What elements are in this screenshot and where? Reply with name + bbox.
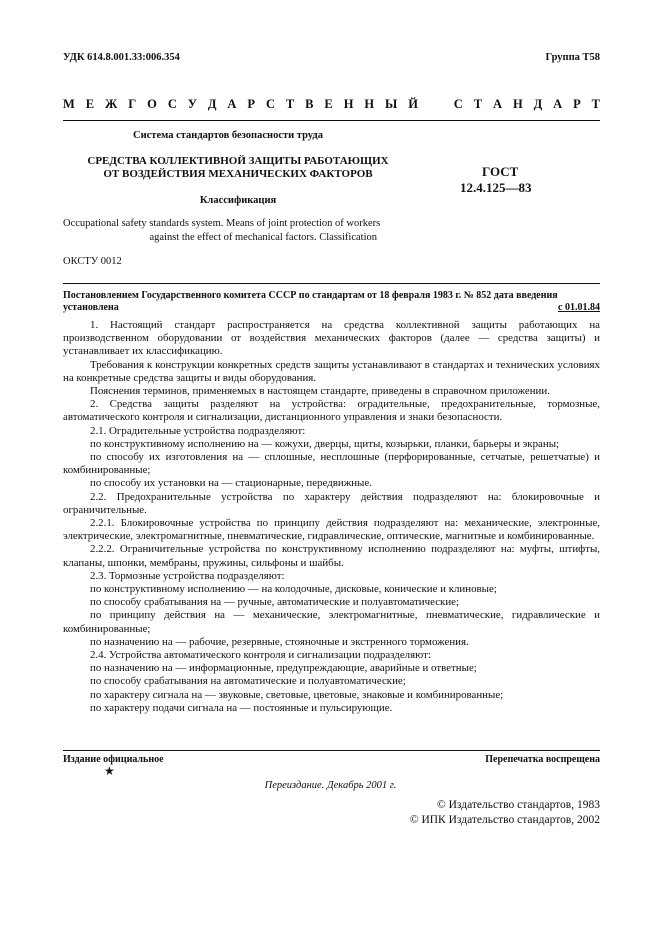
body-paragraph: 2.4. Устройства автоматического контроля и сигнализации подразделяют: — [90, 649, 431, 662]
banner-letter: Н — [364, 97, 375, 111]
footer-divider — [63, 750, 600, 751]
body-paragraph: по конструктивному исполнению — на колодочные, дисковые, конические и клиновые; — [90, 583, 497, 596]
english-title-line-2: against the effect of mechanical factors. Classification — [149, 232, 377, 243]
body-paragraph: по способу их изготовления на — сплошные, несплошные (перфорированные, сетчатые, решетчатые) и комбинированные; — [63, 451, 600, 477]
title-line-1: СРЕДСТВА КОЛЛЕКТИВНОЙ ЗАЩИТЫ РАБОТАЮЩИХ — [87, 155, 389, 167]
banner-letter: Ы — [385, 97, 398, 111]
copyright-line-2: © ИПК Издательство стандартов, 2002 — [409, 814, 600, 826]
body-paragraph: 2.2.1. Блокировочные устройства по принципу действия подразделяют на: механические, электронные, электрические, электромагнитные, пневматические, гидравлические, оптические, магнитные и комбинированные. — [63, 517, 600, 543]
body-paragraph: по характеру сигнала на — звуковые, световые, цветовые, знаковые и комбинированные; — [90, 688, 504, 701]
banner-letter: С — [265, 97, 275, 111]
body-paragraph: по характеру подачи сигнала на — постоянные и пульсирующие. — [90, 701, 393, 714]
gost-number: 12.4.125—83 — [460, 180, 532, 195]
star-icon: ★ — [104, 764, 115, 778]
standards-system-title: Система стандартов безопасности труда — [133, 130, 323, 141]
banner-letter: А — [227, 97, 237, 111]
copyright-line-1: © Издательство стандартов, 1983 — [436, 799, 600, 811]
document-title — [63, 155, 413, 181]
banner-letter: М — [63, 97, 75, 111]
mid-divider — [63, 283, 600, 284]
banner-letter: В — [305, 97, 314, 111]
group-code: Группа Т58 — [545, 52, 600, 63]
top-divider — [63, 120, 600, 121]
banner-letter: О — [147, 97, 157, 111]
body-paragraph: 2.2.2. Ограничительные устройства по конструктивному исполнению подразделяют на: муфты, штифты, клапаны, шпонки, мембраны, пружины, сильфоны и шайбы. — [63, 543, 600, 569]
title-line-2: ОТ ВОЗДЕЙСТВИЯ МЕХАНИЧЕСКИХ ФАКТОРОВ — [103, 168, 373, 180]
introduction-date: с 01.01.84 — [558, 302, 600, 313]
banner-letter: У — [187, 97, 197, 111]
banner-word-gap — [429, 97, 443, 112]
decree-line-1: Постановлением Государственного комитета СССР по стандартам от 18 февраля 1983 г. № 852 дата введения — [63, 290, 558, 301]
body-paragraph: по конструктивному исполнению на — кожухи, дверцы, щиты, козырьки, планки, барьеры и экраны; — [90, 437, 560, 450]
document-body — [63, 319, 600, 715]
banner-letter: Ж — [105, 97, 118, 111]
banner-letter: Г — [128, 97, 137, 111]
banner-letter: Р — [573, 97, 581, 111]
body-paragraph: по способу срабатывания на автоматические и полуавтоматические; — [90, 675, 406, 688]
banner-letter: Д — [533, 97, 543, 111]
banner-letter: Е — [324, 97, 333, 111]
official-edition-label: Издание официальное — [63, 754, 164, 765]
english-title-line-1: Occupational safety standards system. Means of joint protection of workers — [63, 218, 381, 229]
standard-banner — [63, 97, 600, 112]
banner-letter: Т — [591, 97, 600, 111]
copyright-block — [410, 798, 600, 828]
gost-designation — [460, 164, 532, 196]
banner-letter: Т — [473, 97, 483, 111]
english-title — [63, 217, 393, 245]
decree-block — [63, 290, 600, 314]
body-paragraph: Требования к конструкции конкретных средств защиты устанавливают в стандартах и технических условиях на конкретные средства защиты и виды оборудования. — [63, 358, 600, 384]
body-paragraph: по назначению на — информационные, предупреждающие, аварийные и ответные; — [90, 662, 477, 675]
banner-letter: Т — [285, 97, 295, 111]
body-paragraph: 1. Настоящий стандарт распространяется на средства коллективной защиты работающих на производственном оборудовании от воздействия механических факторов (далее — средства защиты) и устанавливает их классификацию. — [63, 319, 600, 358]
banner-letter: А — [553, 97, 563, 111]
body-paragraph: по способу срабатывания на — ручные, автоматические и полуавтоматические; — [90, 596, 460, 609]
udk-code: УДК 614.8.001.33:006.354 — [63, 52, 180, 63]
body-paragraph: по способу их установки на — стационарные, передвижные. — [90, 477, 372, 490]
banner-letter: Д — [207, 97, 217, 111]
banner-letter: Й — [408, 97, 418, 111]
body-paragraph: 2. Средства защиты разделяют на устройства: оградительные, предохранительные, тормозные, автоматического контроля и сигнализации, дистанционного управления и знаки безопасности. — [63, 398, 600, 424]
document-subtitle: Классификация — [199, 195, 277, 206]
banner-letter: Н — [343, 97, 354, 111]
banner-letter: Р — [247, 97, 256, 111]
reprint-prohibited-label: Перепечатка воспрещена — [485, 754, 600, 765]
body-paragraph: Пояснения терминов, применяемых в настоящем стандарте, приведены в справочном приложении. — [90, 385, 550, 398]
reissue-note: Переиздание. Декабрь 2001 г. — [264, 780, 397, 791]
banner-letter: Е — [85, 97, 95, 111]
banner-letter: С — [453, 97, 463, 111]
banner-letter: Н — [512, 97, 523, 111]
decree-line-2: установлена — [63, 302, 119, 313]
body-paragraph: по принципу действия на — механические, электромагнитные, пневматические, гидравлические и комбинированные; — [63, 609, 600, 635]
body-paragraph: по назначению на — рабочие, резервные, стояночные и экстренного торможения. — [90, 635, 469, 648]
gost-label: ГОСТ — [482, 164, 519, 179]
oksty-code: ОКСТУ 0012 — [63, 256, 122, 267]
body-paragraph: 2.3. Тормозные устройства подразделяют: — [90, 569, 285, 582]
banner-letter: С — [167, 97, 177, 111]
body-paragraph: 2.1. Оградительные устройства подразделяют: — [90, 424, 306, 437]
body-paragraph: 2.2. Предохранительные устройства по характеру действия подразделяют на: блокировочные и ограничительные. — [63, 490, 600, 516]
banner-letter: А — [493, 97, 503, 111]
